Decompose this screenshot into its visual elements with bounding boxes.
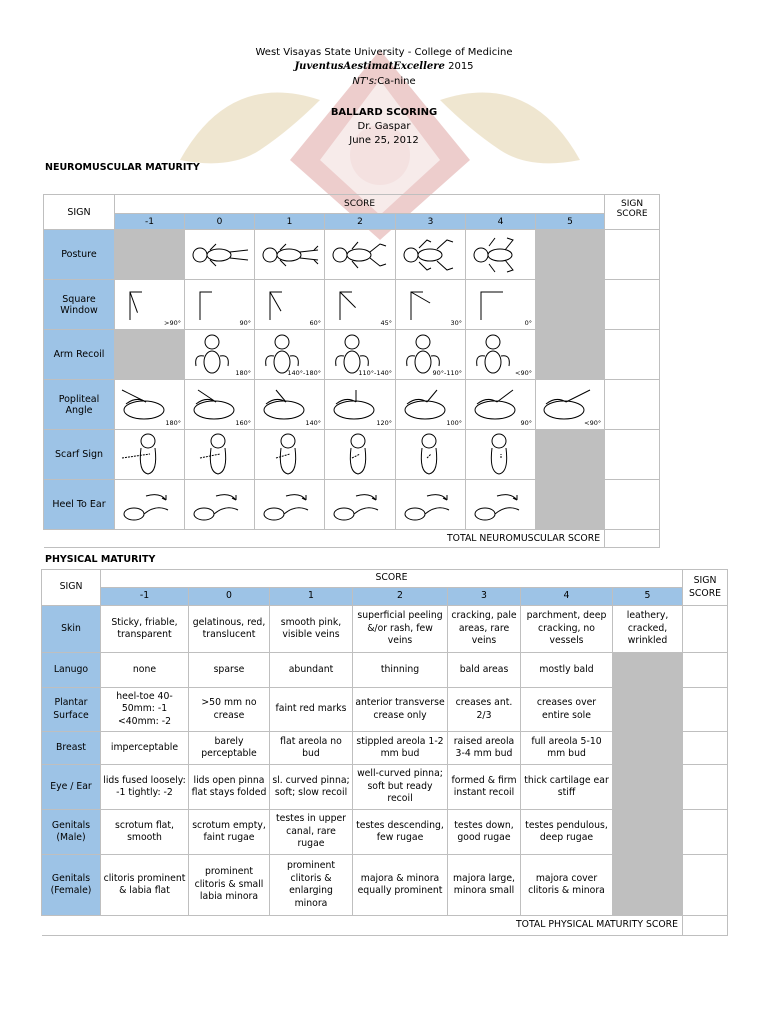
degree-label: >90° <box>164 319 181 327</box>
sign-score-cell[interactable] <box>683 810 728 855</box>
score-col-header: 1 <box>270 588 353 606</box>
criteria-cell: smooth pink, visible veins <box>270 606 353 653</box>
criteria-cell: none <box>101 653 189 688</box>
sign-figure-icon <box>396 432 465 478</box>
sign-label: Eye / Ear <box>42 765 101 810</box>
neuromuscular-table <box>43 194 660 548</box>
score-col-header: 0 <box>189 588 270 606</box>
sign-figure-cell <box>185 230 255 280</box>
total-neuromuscular-label: TOTAL NEUROMUSCULAR SCORE <box>44 530 605 548</box>
criteria-cell: leathery, cracked, wrinkled <box>613 606 683 653</box>
sign-score-cell[interactable] <box>605 230 660 280</box>
degree-label: 100° <box>446 419 462 427</box>
sign-label: Arm Recoil <box>44 330 115 380</box>
criteria-cell: creases over entire sole <box>521 688 613 732</box>
empty-cell <box>613 732 683 765</box>
sign-figure-icon <box>255 232 324 278</box>
criteria-cell: full areola 5-10 mm bud <box>521 732 613 765</box>
criteria-cell: majora cover clitoris & minora <box>521 855 613 916</box>
sign-figure-cell <box>466 330 536 380</box>
criteria-cell: Sticky, friable, transparent <box>101 606 189 653</box>
sign-figure-icon <box>115 482 184 528</box>
empty-cell <box>536 280 605 330</box>
neuromuscular-section-title: NEUROMUSCULAR MATURITY <box>45 162 200 173</box>
sign-score-cell[interactable] <box>683 688 728 732</box>
sign-figure-icon <box>466 482 535 528</box>
criteria-cell: gelatinous, red, translucent <box>189 606 270 653</box>
sign-figure-cell <box>466 280 536 330</box>
degree-label: 110°-140° <box>358 369 392 377</box>
criteria-cell: superficial peeling &/or rash, few veins <box>353 606 448 653</box>
author: Dr. Gaspar <box>357 121 411 132</box>
criteria-cell: imperceptable <box>101 732 189 765</box>
sign-label: Plantar Surface <box>42 688 101 732</box>
score-col-header: 3 <box>448 588 521 606</box>
sign-score-cell[interactable] <box>683 653 728 688</box>
motto: JuventusAestimatExcellere <box>294 61 445 72</box>
criteria-cell: lids fused loosely: -1 tightly: -2 <box>101 765 189 810</box>
sign-figure-cell <box>255 330 325 380</box>
sign-figure-cell <box>466 230 536 280</box>
table-row <box>42 688 728 732</box>
sign-figure-cell <box>255 430 325 480</box>
empty-cell <box>536 330 605 380</box>
sign-figure-icon <box>466 232 535 278</box>
table-row <box>44 480 660 530</box>
sign-label: Square Window <box>44 280 115 330</box>
sign-score-cell[interactable] <box>683 732 728 765</box>
sign-figure-icon <box>325 482 395 528</box>
degree-label: 90° <box>520 419 532 427</box>
table-row <box>44 280 660 330</box>
table-row <box>44 430 660 480</box>
sign-figure-cell <box>396 430 466 480</box>
table-row <box>44 380 660 430</box>
score-col-header: 0 <box>185 214 255 230</box>
university-name: West Visayas State University - College of Medicine <box>255 47 513 58</box>
empty-cell <box>613 688 683 732</box>
sign-figure-cell <box>185 430 255 480</box>
empty-cell <box>115 330 185 380</box>
criteria-cell: majora & minora equally prominent <box>353 855 448 916</box>
table-row <box>44 230 660 280</box>
score-col-header: 5 <box>613 588 683 606</box>
score-col-header: 4 <box>466 214 536 230</box>
sign-figure-cell <box>396 280 466 330</box>
criteria-cell: testes down, good rugae <box>448 810 521 855</box>
sign-figure-cell <box>185 330 255 380</box>
pm-sign-header: SIGN <box>42 570 101 606</box>
sign-figure-cell <box>115 380 185 430</box>
criteria-cell: parchment, deep cracking, no vessels <box>521 606 613 653</box>
criteria-cell: anterior transverse crease only <box>353 688 448 732</box>
sign-figure-cell <box>325 330 396 380</box>
degree-label: 60° <box>309 319 321 327</box>
criteria-cell: lids open pinna flat stays folded <box>189 765 270 810</box>
sign-label: Lanugo <box>42 653 101 688</box>
sign-figure-cell <box>325 380 396 430</box>
sign-figure-cell <box>115 480 185 530</box>
empty-cell <box>536 230 605 280</box>
sign-figure-icon <box>185 432 254 478</box>
sign-score-cell[interactable] <box>605 330 660 380</box>
physical-maturity-table <box>41 569 728 936</box>
degree-label: <90° <box>584 419 602 427</box>
criteria-cell: clitoris prominent & labia flat <box>101 855 189 916</box>
criteria-cell: mostly bald <box>521 653 613 688</box>
degree-label: 160° <box>235 419 251 427</box>
sign-score-header: SIGN SCORE <box>605 195 660 230</box>
empty-cell <box>613 855 683 916</box>
criteria-cell: testes descending, few rugae <box>353 810 448 855</box>
criteria-cell: prominent clitoris & enlarging minora <box>270 855 353 916</box>
criteria-cell: majora large, minora small <box>448 855 521 916</box>
criteria-cell: bald areas <box>448 653 521 688</box>
degree-label: 140° <box>305 419 321 427</box>
page-title: BALLARD SCORING <box>330 107 438 118</box>
year: 2015 <box>448 61 474 72</box>
criteria-cell: heel-toe 40-50mm: -1 <40mm: -2 <box>101 688 189 732</box>
date: June 25, 2012 <box>349 135 419 146</box>
physical-section-title: PHYSICAL MATURITY <box>45 554 156 565</box>
sign-figure-icon <box>396 232 465 278</box>
score-col-header: 2 <box>353 588 448 606</box>
table-row <box>42 653 728 688</box>
criteria-cell: flat areola no bud <box>270 732 353 765</box>
sign-figure-icon <box>325 432 395 478</box>
sign-figure-cell <box>185 380 255 430</box>
criteria-cell: well-curved pinna; soft but ready recoil <box>353 765 448 810</box>
criteria-cell: barely perceptable <box>189 732 270 765</box>
sign-figure-cell <box>325 230 396 280</box>
score-header: SCORE <box>115 195 605 214</box>
criteria-cell: testes pendulous, deep rugae <box>521 810 613 855</box>
sign-figure-icon <box>396 482 465 528</box>
sign-figure-icon <box>255 482 324 528</box>
subtitle: Ca-nine <box>377 76 416 87</box>
degree-label: 180° <box>165 419 181 427</box>
score-col-header: -1 <box>115 214 185 230</box>
table-row <box>42 732 728 765</box>
sign-figure-icon <box>115 432 184 478</box>
criteria-cell: creases ant. 2/3 <box>448 688 521 732</box>
sign-figure-cell <box>255 230 325 280</box>
empty-cell <box>613 653 683 688</box>
criteria-cell: scrotum flat, smooth <box>101 810 189 855</box>
sign-header: SIGN <box>44 195 115 230</box>
criteria-cell: stippled areola 1-2 mm bud <box>353 732 448 765</box>
sign-figure-cell <box>115 280 185 330</box>
table-row <box>44 330 660 380</box>
pm-sign-score-header: SIGN SCORE <box>683 570 728 606</box>
sign-score-cell[interactable] <box>605 480 660 530</box>
sign-figure-cell <box>185 280 255 330</box>
degree-label: 180° <box>235 369 251 377</box>
sign-figure-cell <box>325 430 396 480</box>
subtitle-prefix: NT's: <box>352 76 378 87</box>
degree-label: 0° <box>524 319 532 327</box>
sign-score-cell[interactable] <box>605 380 660 430</box>
sign-figure-cell <box>536 380 605 430</box>
criteria-cell: raised areola 3-4 mm bud <box>448 732 521 765</box>
sign-score-cell[interactable] <box>683 606 728 653</box>
sign-label: Genitals (Female) <box>42 855 101 916</box>
total-neuromuscular-score <box>605 530 660 548</box>
degree-label: <90° <box>515 369 532 377</box>
degree-label: 90° <box>239 319 251 327</box>
degree-label: 90°-110° <box>432 369 462 377</box>
sign-label: Skin <box>42 606 101 653</box>
sign-figure-cell <box>255 380 325 430</box>
criteria-cell: sl. curved pinna; soft; slow recoil <box>270 765 353 810</box>
score-col-header: 3 <box>396 214 466 230</box>
sign-label: Posture <box>44 230 115 280</box>
motto-line <box>0 60 768 74</box>
empty-cell <box>115 230 185 280</box>
sign-label: Heel To Ear <box>44 480 115 530</box>
sign-figure-cell <box>115 430 185 480</box>
empty-cell <box>613 765 683 810</box>
sign-figure-cell <box>325 280 396 330</box>
criteria-cell: cracking, pale areas, rare veins <box>448 606 521 653</box>
criteria-cell: abundant <box>270 653 353 688</box>
criteria-cell: scrotum empty, faint rugae <box>189 810 270 855</box>
score-col-header: 4 <box>521 588 613 606</box>
sign-figure-cell <box>466 380 536 430</box>
criteria-cell: >50 mm no crease <box>189 688 270 732</box>
sign-figure-cell <box>396 330 466 380</box>
sign-label: Popliteal Angle <box>44 380 115 430</box>
sign-score-cell[interactable] <box>605 430 660 480</box>
sign-label: Scarf Sign <box>44 430 115 480</box>
criteria-cell: faint red marks <box>270 688 353 732</box>
sign-figure-icon <box>185 232 254 278</box>
total-physical-score <box>683 916 728 936</box>
degree-label: 120° <box>376 419 392 427</box>
sign-figure-icon <box>185 482 254 528</box>
sign-figure-cell <box>255 280 325 330</box>
score-col-header: 5 <box>536 214 605 230</box>
sign-figure-cell <box>466 480 536 530</box>
subtitle-line <box>0 75 768 89</box>
sign-figure-cell <box>466 430 536 480</box>
degree-label: 30° <box>450 319 462 327</box>
table-row <box>42 765 728 810</box>
sign-score-cell[interactable] <box>683 765 728 810</box>
sign-figure-cell <box>255 480 325 530</box>
degree-label: 45° <box>380 319 392 327</box>
degree-label: 140°-180° <box>287 369 321 377</box>
sign-figure-cell <box>185 480 255 530</box>
empty-cell <box>613 810 683 855</box>
criteria-cell: thinning <box>353 653 448 688</box>
sign-label: Genitals (Male) <box>42 810 101 855</box>
score-col-header: -1 <box>101 588 189 606</box>
sign-figure-icon <box>255 432 324 478</box>
score-col-header: 2 <box>325 214 396 230</box>
empty-cell <box>536 430 605 480</box>
table-row <box>42 606 728 653</box>
sign-figure-icon <box>466 432 535 478</box>
sign-label: Breast <box>42 732 101 765</box>
total-physical-label: TOTAL PHYSICAL MATURITY SCORE <box>42 916 683 936</box>
sign-figure-cell <box>396 230 466 280</box>
sign-score-cell[interactable] <box>605 280 660 330</box>
sign-figure-icon <box>325 232 395 278</box>
sign-figure-cell <box>396 480 466 530</box>
criteria-cell: thick cartilage ear stiff <box>521 765 613 810</box>
pm-score-header: SCORE <box>101 570 683 588</box>
sign-score-cell[interactable] <box>683 855 728 916</box>
table-row <box>42 855 728 916</box>
sign-figure-cell <box>325 480 396 530</box>
empty-cell <box>536 480 605 530</box>
criteria-cell: testes in upper canal, rare rugae <box>270 810 353 855</box>
criteria-cell: prominent clitoris & small labia minora <box>189 855 270 916</box>
table-row <box>42 810 728 855</box>
score-col-header: 1 <box>255 214 325 230</box>
sign-figure-cell <box>396 380 466 430</box>
criteria-cell: formed & firm instant recoil <box>448 765 521 810</box>
criteria-cell: sparse <box>189 653 270 688</box>
